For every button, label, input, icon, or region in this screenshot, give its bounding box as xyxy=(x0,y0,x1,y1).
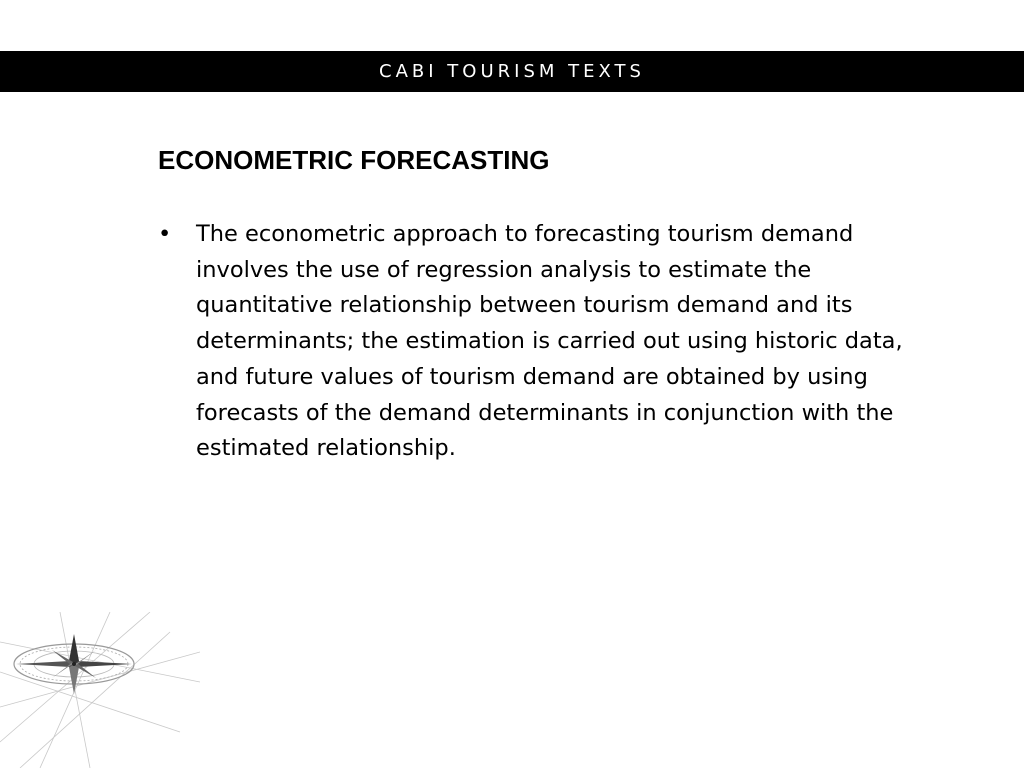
header-bar xyxy=(0,51,1024,92)
compass-rose-icon xyxy=(0,612,200,768)
header-title: CABI TOURISM TEXTS xyxy=(379,61,645,82)
bullet-text: The econometric approach to forecasting tourism demand involves the use of regression analysis to estimate the quantitative relationship between tourism demand and its determinants; the estimation is carried out using historic data, and future values of tourism demand are obtained by using forecasts of the demand determinants in conjunction with the estimated relationship. xyxy=(196,221,903,462)
bullet-item xyxy=(158,217,928,467)
bullet-marker: • xyxy=(158,221,172,247)
bullet-list xyxy=(158,217,928,467)
slide-title: ECONOMETRIC FORECASTING xyxy=(158,145,550,175)
